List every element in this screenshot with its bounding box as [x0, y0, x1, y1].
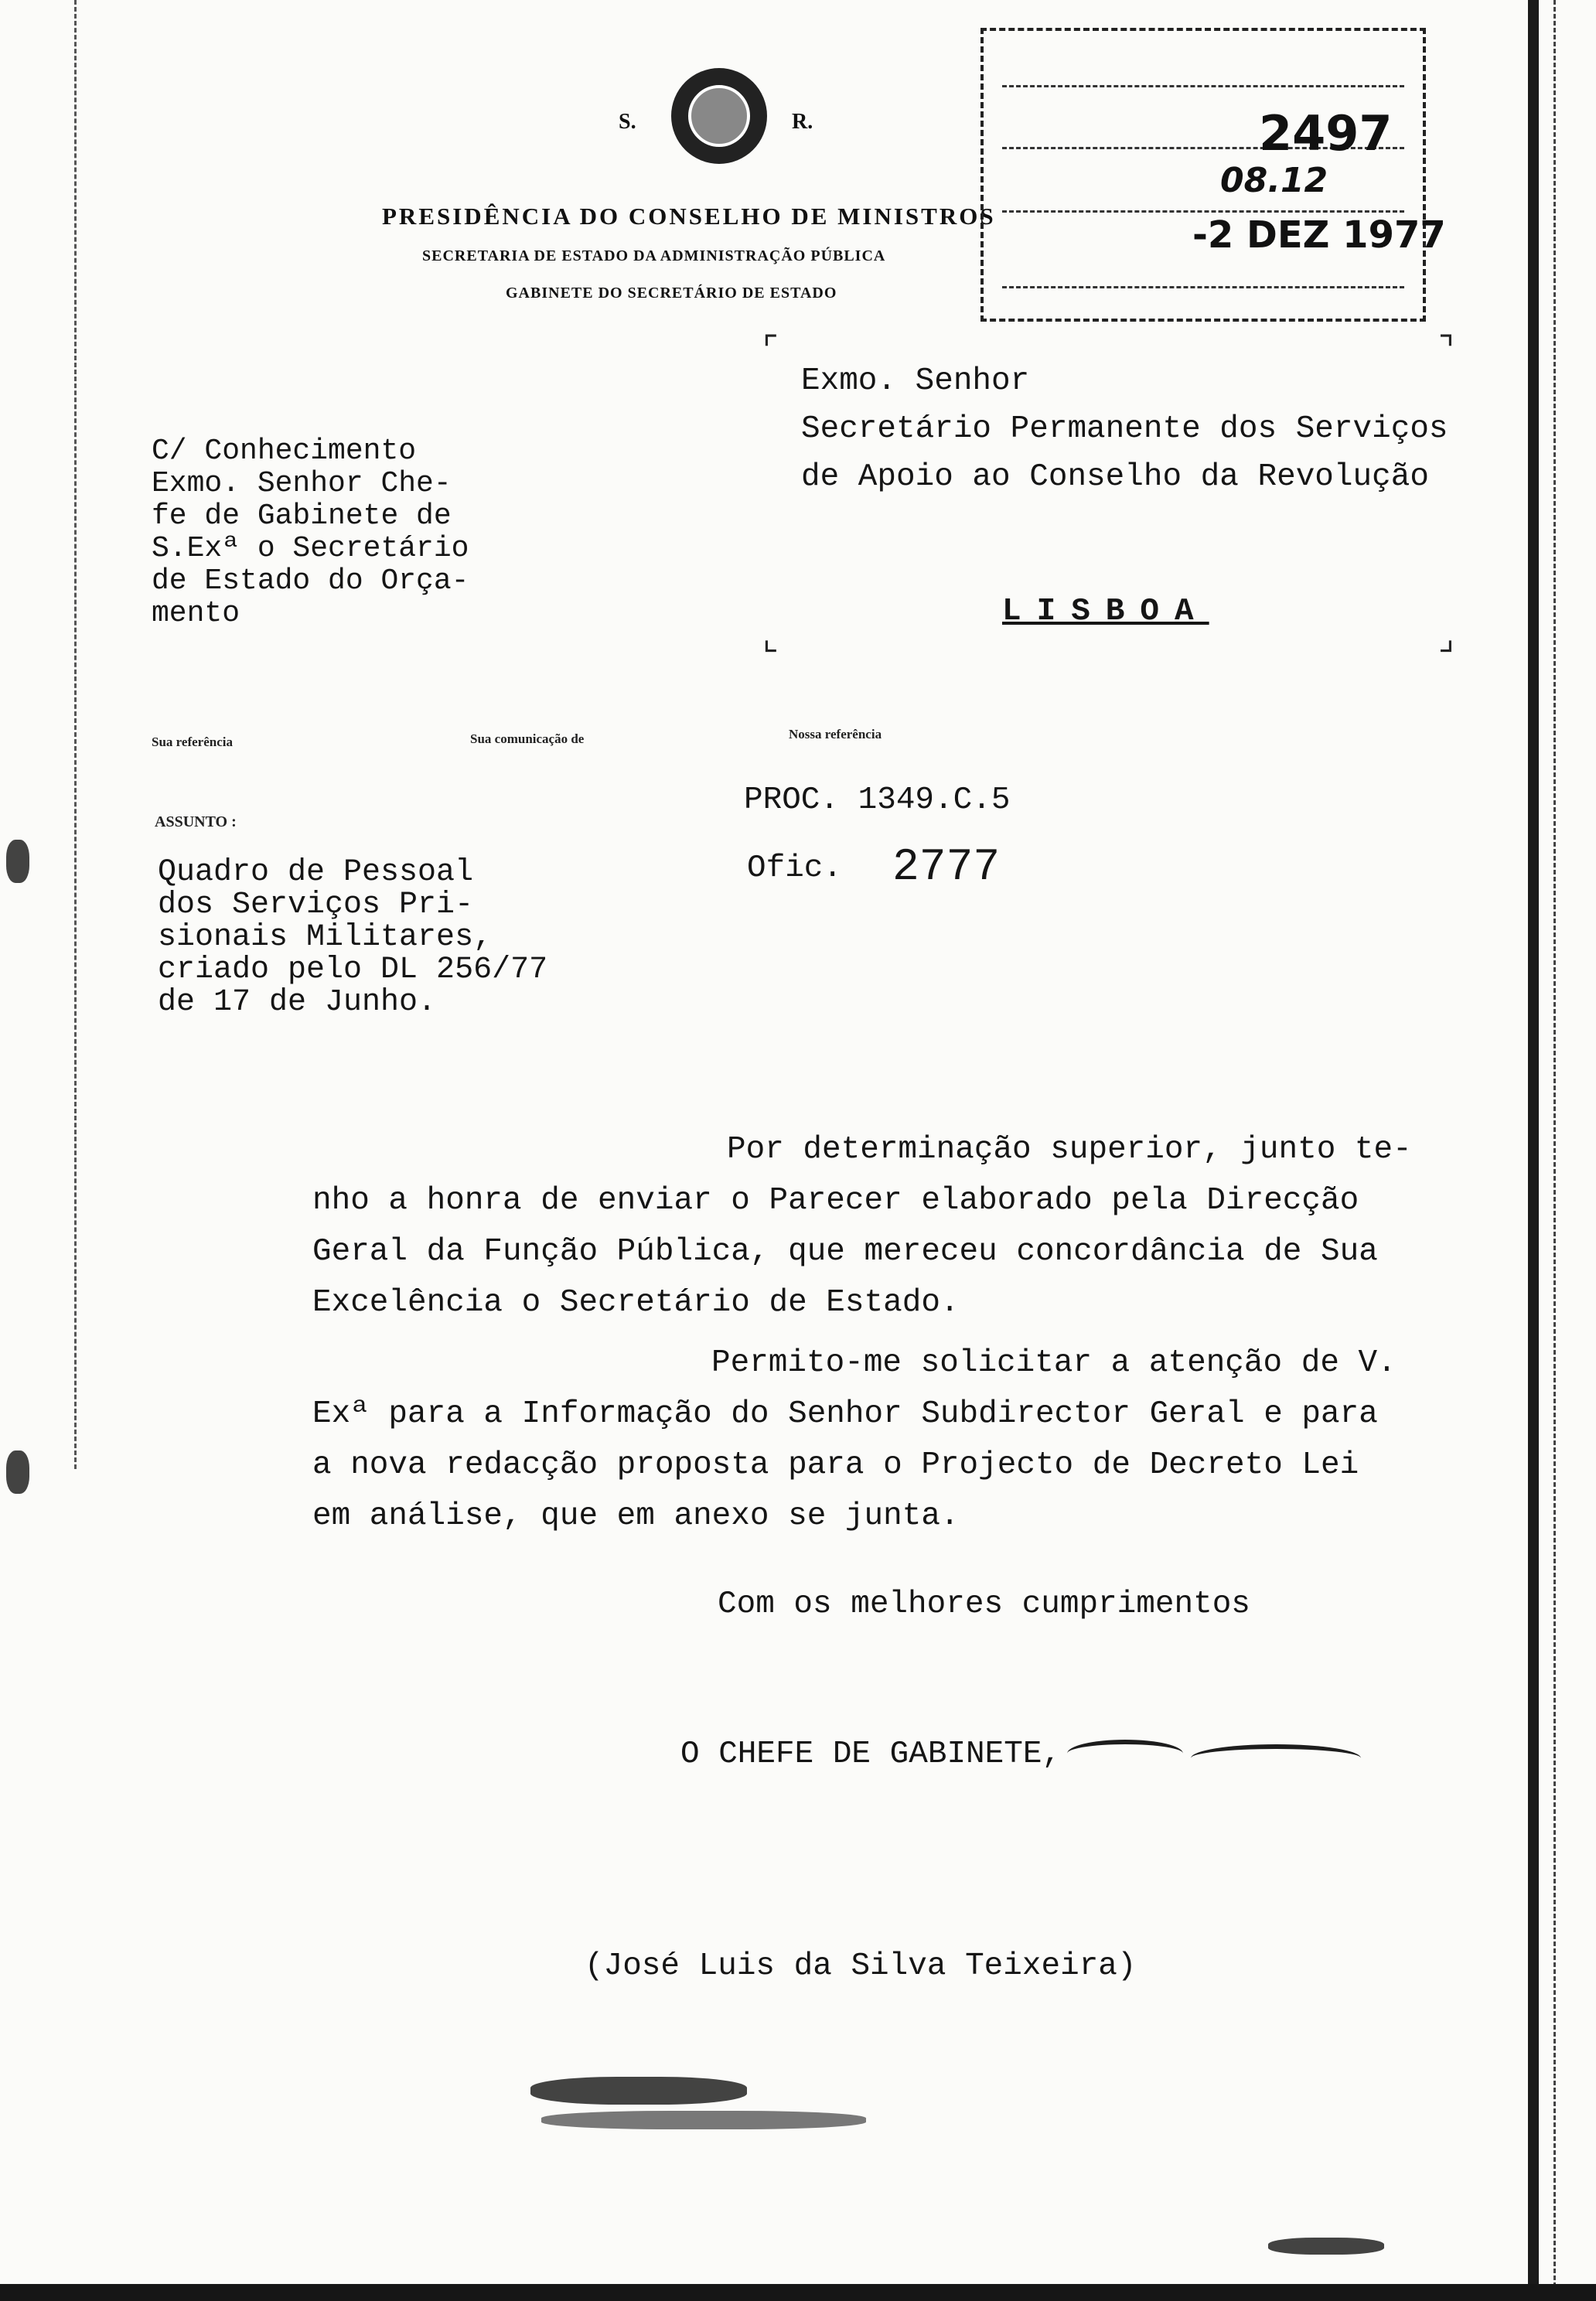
scan-edge-right	[1528, 0, 1539, 2301]
cc-line: S.Exª o Secretário	[152, 532, 469, 565]
letterhead-left-letter: S.	[619, 110, 636, 134]
cc-line: mento	[152, 597, 240, 630]
address-bracket: ⌞	[762, 619, 779, 658]
signature-mark	[1191, 1744, 1361, 1772]
label-sua-comunicacao: Sua comunicação de	[470, 731, 585, 746]
closing: Com os melhores cumprimentos	[718, 1587, 1250, 1622]
letterhead-title: PRESIDÊNCIA DO CONSELHO DE MINISTROS	[382, 203, 996, 230]
registration-stamp	[980, 28, 1446, 322]
subject-line: dos Serviços Pri-	[158, 888, 474, 922]
address-bracket: ⌟	[1438, 619, 1454, 658]
label-sua-referencia: Sua referência	[152, 735, 233, 749]
subject-line: sionais Militares,	[158, 920, 493, 955]
ink-blot	[1268, 2238, 1384, 2255]
cc-line: C/ Conhecimento	[152, 435, 417, 468]
body-line: a nova redacção proposta para o Projecto de Decreto Lei	[312, 1447, 1359, 1483]
cc-line: de Estado do Orça-	[152, 564, 469, 598]
signer-name: (José Luis da Silva Teixeira)	[585, 1948, 1137, 1984]
scan-edge-bottom	[0, 2284, 1596, 2301]
signature-smudge	[541, 2111, 866, 2129]
hole-punch-mark	[6, 840, 29, 883]
scan-edge-dashes	[1553, 0, 1559, 2301]
letterhead-right-letter: R.	[792, 110, 813, 134]
cc-line: fe de Gabinete de	[152, 499, 452, 533]
signature-mark	[1067, 1740, 1183, 1768]
oficio-number: 2777	[892, 843, 1001, 893]
body-line: Excelência o Secretário de Estado.	[312, 1285, 960, 1321]
body-line: nho a honra de enviar o Parecer elaborado pela Direcção	[312, 1183, 1359, 1219]
addressee-line-1: Exmo. Senhor	[801, 363, 1030, 399]
oficio-label: Ofic.	[747, 851, 843, 886]
subject-line: Quadro de Pessoal	[158, 855, 474, 890]
stamp-number: 2497	[1259, 105, 1393, 162]
address-bracket: ⌜	[762, 329, 779, 369]
hole-punch-mark	[6, 1450, 29, 1494]
body-line: Exª para a Informação do Senhor Subdirector Geral e para	[312, 1396, 1378, 1432]
signature-smudge	[530, 2077, 747, 2105]
addressee-line-3: de Apoio ao Conselho da Revolução	[801, 459, 1429, 495]
subject-line: criado pelo DL 256/77	[158, 953, 548, 987]
stamp-code: 08.12	[1220, 161, 1328, 200]
address-bracket: ⌝	[1438, 329, 1454, 369]
letterhead-department: SECRETARIA DE ESTADO DA ADMINISTRAÇÃO PÚBLICA	[422, 247, 886, 264]
cc-line: Exmo. Senhor Che-	[152, 467, 452, 500]
subject-line: de 17 de Junho.	[158, 985, 437, 1020]
label-nossa-referencia: Nossa referência	[789, 727, 882, 741]
body-line: Por determinação superior, junto te-	[727, 1132, 1412, 1168]
addressee-line-2: Secretário Permanente dos Serviços	[801, 411, 1448, 447]
body-line: Permito-me solicitar a atenção de V.	[711, 1345, 1396, 1381]
addressee-city: LISBOA	[1002, 594, 1209, 629]
coat-of-arms-icon	[671, 68, 767, 164]
label-assunto: ASSUNTO :	[155, 813, 237, 830]
signer-title: O CHEFE DE GABINETE,	[680, 1737, 1062, 1772]
stamp-date: -2 DEZ 1977	[1192, 213, 1446, 257]
letterhead-office: GABINETE DO SECRETÁRIO DE ESTADO	[506, 285, 837, 302]
scan-edge-left	[74, 0, 77, 1469]
body-line: Geral da Função Pública, que mereceu concordância de Sua	[312, 1234, 1378, 1270]
body-line: em análise, que em anexo se junta.	[312, 1498, 960, 1534]
process-number: PROC. 1349.C.5	[744, 782, 1011, 818]
